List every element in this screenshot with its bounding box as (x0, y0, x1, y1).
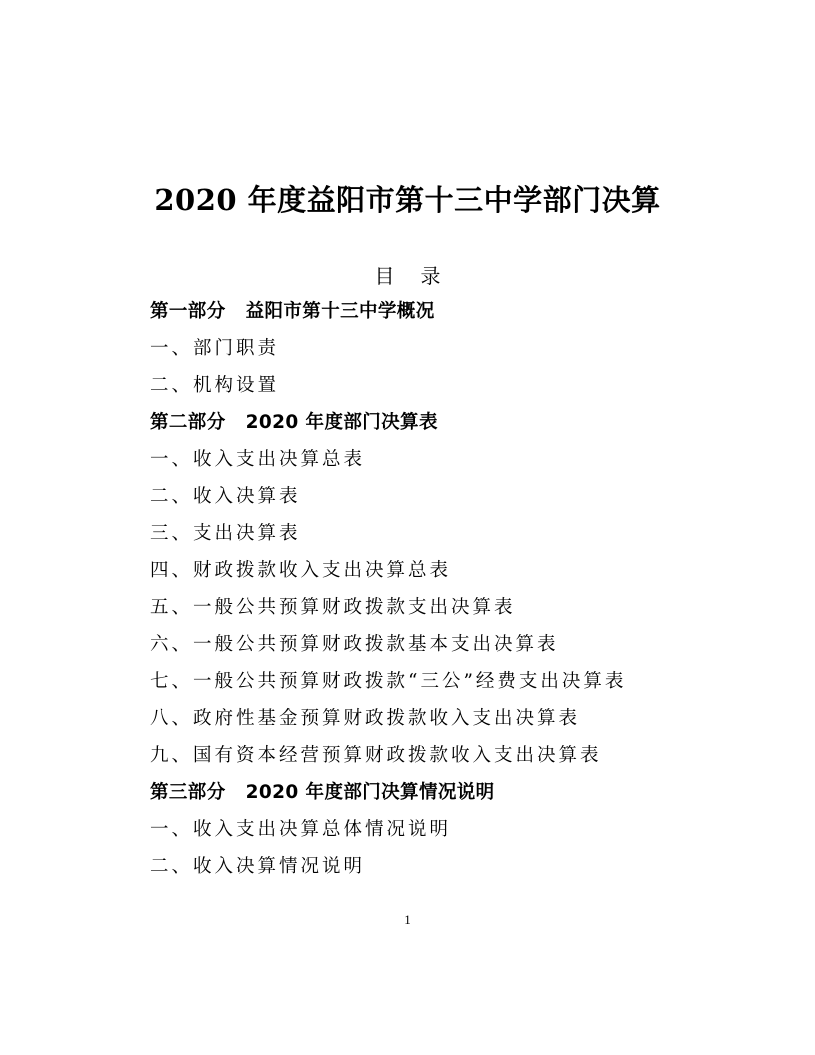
toc-heading-char-2: 录 (420, 264, 441, 288)
table-of-contents (150, 299, 790, 891)
toc-item: 一、收入支出决算总表 (150, 449, 366, 470)
toc-item: 二、收入决算表 (150, 486, 301, 507)
toc-item: 一、收入支出决算总体情况说明 (150, 819, 452, 840)
document-title: 2020 年度益阳市第十三中学部门决算 (154, 183, 661, 217)
toc-item: 五、一般公共预算财政拨款支出决算表 (150, 597, 516, 618)
toc-item: 一、部门职责 (150, 338, 280, 359)
toc-part (150, 299, 790, 336)
toc-part-title: 2020 年度部门决算表 (245, 412, 438, 433)
toc-item: 二、机构设置 (150, 375, 280, 396)
toc-part-title: 益阳市第十三中学概况 (245, 301, 435, 322)
toc-item: 九、国有资本经营预算财政拨款收入支出决算表 (150, 745, 602, 766)
toc-item: 三、支出决算表 (150, 523, 301, 544)
toc-part-label: 第三部分 (150, 782, 226, 803)
toc-part (150, 780, 790, 817)
toc-item: 六、一般公共预算财政拨款基本支出决算表 (150, 634, 559, 655)
toc-item: 四、财政拨款收入支出决算总表 (150, 560, 452, 581)
toc-part-label: 第一部分 (150, 301, 226, 322)
toc-part-label: 第二部分 (150, 412, 226, 433)
toc-heading-char-1: 目 (374, 264, 395, 288)
toc-part-title: 2020 年度部门决算情况说明 (245, 782, 495, 803)
page-number: 1 (404, 912, 411, 927)
toc-item: 七、一般公共预算财政拨款“三公”经费支出决算表 (150, 671, 627, 692)
toc-heading (0, 260, 815, 289)
toc-item: 八、政府性基金预算财政拨款收入支出决算表 (150, 708, 581, 729)
toc-part (150, 410, 790, 447)
toc-item: 二、收入决算情况说明 (150, 856, 366, 877)
